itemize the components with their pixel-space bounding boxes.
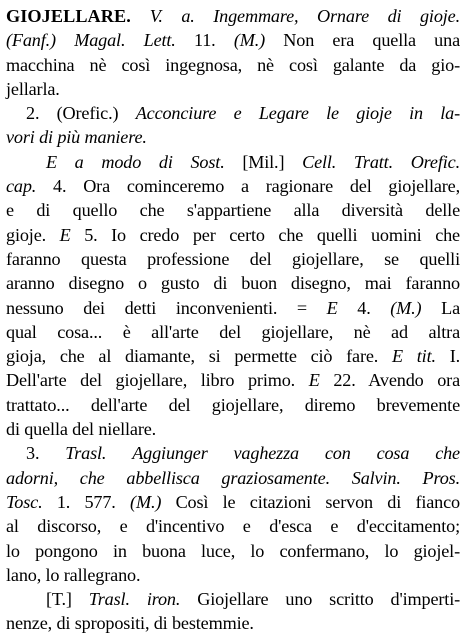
citation-ref: E <box>59 224 71 245</box>
entry-line-4 <box>6 77 460 101</box>
definition: Giojellare uno scritto d'imperti- <box>180 589 461 610</box>
citation-text: nessuno dei detti inconvenienti. = <box>6 297 327 318</box>
grammar-label: V. a. <box>149 6 195 26</box>
definition: adorni, che abbellisca graziosamente. Salvin. Pros. <box>6 467 460 488</box>
space <box>106 443 132 463</box>
citation-text: Dell'arte del giojellare, libro primo. <box>6 370 309 391</box>
entry-line-5 <box>6 101 460 125</box>
entry-line-1 <box>6 4 460 28</box>
entry-line-16 <box>6 368 460 392</box>
editor-mark: [T.] <box>46 589 72 610</box>
entry-line-17 <box>6 393 460 417</box>
citation-source: Tosc. <box>6 491 43 512</box>
usage-label: E a modo di Sost. <box>46 151 225 172</box>
source-mark: (M.) <box>130 491 162 512</box>
citation-text: jellarla. <box>6 78 60 99</box>
entry-line-10 <box>6 223 460 247</box>
citation-text: lano, lo rallegrano. <box>6 564 141 585</box>
citation-text: macchina nè così ingegnosa, nè così galante da gio- <box>6 54 460 75</box>
entry-line-2 <box>6 28 460 52</box>
usage-label: Trasl. iron. <box>88 589 181 610</box>
entry-line-14 <box>6 320 460 344</box>
domain-label: (Orefic.) <box>39 103 136 124</box>
definition: Ingemmare, Ornare di gioje. <box>213 6 460 26</box>
entry-line-6 <box>6 125 460 149</box>
entry-line-3 <box>6 53 460 77</box>
citation-text: di quella del niellare. <box>6 419 157 440</box>
citation-source: cap. <box>6 176 37 197</box>
citation-text: Non era quella una <box>265 30 460 51</box>
citation-text: 4. Ora cominceremo a ragionare del giojellare, <box>36 176 460 197</box>
citation-text: faranno questa professione del giojellare, se quelli <box>6 248 460 269</box>
source-mark: (M.) <box>233 30 266 51</box>
citation-text: Così le citazioni servon di fianco <box>161 491 460 512</box>
entry-line-12 <box>6 271 460 295</box>
citation-source: Magal. Lett. <box>74 30 176 51</box>
citation-text: lo pongono in buona luce, lo confermano, lo giojel- <box>6 540 460 561</box>
source-abbrev: (Fanf.) <box>6 30 56 51</box>
headword-period: . <box>126 6 150 26</box>
citation-text: aranno disegno o gusto di buon disegno, mai faranno <box>6 273 460 294</box>
citation-number: 4. <box>337 297 391 318</box>
entry-line-18 <box>6 417 460 441</box>
entry-line-15 <box>6 344 460 368</box>
entry-line-20 <box>6 466 460 490</box>
entry-line-24 <box>6 563 460 587</box>
citation-text: La <box>421 297 460 318</box>
citation-text: al discorso, e d'incentivo e d'esca e d'eccitamento; <box>6 516 460 537</box>
entry-line-23 <box>6 539 460 563</box>
space <box>39 443 65 463</box>
entry-line-22 <box>6 514 460 538</box>
citation-text: 22. Avendo ora <box>319 370 461 391</box>
citation-source: Cell. Tratt. Orefic. <box>302 151 460 172</box>
citation-text: trattato... dell'arte del giojellare, diremo brevemente <box>6 394 460 415</box>
citation-text: qual cosa... è all'arte del giojellare, nè ad altra <box>6 321 460 342</box>
citation-ref: E <box>326 297 338 318</box>
entry-line-25 <box>6 587 460 611</box>
entry-line-7 <box>6 150 460 174</box>
citation-text: e di quello che s'appartiene alla diversità delle <box>6 200 460 221</box>
headword: GIOJELLARE <box>6 6 127 26</box>
citation-ref: E <box>308 370 320 391</box>
sense-number: 2. <box>26 103 40 124</box>
citation-number: 1. 577. <box>42 491 131 512</box>
space <box>56 30 74 50</box>
entry-line-13 <box>6 296 460 320</box>
entry-line-9 <box>6 198 460 222</box>
definition: vori di più maniere. <box>6 127 147 148</box>
entry-line-11 <box>6 247 460 271</box>
entry-line-8 <box>6 174 460 198</box>
domain-label: [Mil.] <box>224 151 303 172</box>
usage-label: Trasl. <box>65 443 107 464</box>
citation-number: 11. <box>175 30 234 51</box>
entry-line-19 <box>6 441 460 465</box>
space <box>72 589 89 609</box>
citation-number: I. <box>435 346 461 367</box>
citation-ref: E tit. <box>392 346 436 367</box>
citation-text: gioje. <box>6 224 60 245</box>
definition: nenze, di spropositi, di bestemmie. <box>6 613 254 634</box>
citation-text: gioja, che al diamante, si permette ciò fare. <box>6 346 393 367</box>
citation-text: 5. Io credo per certo che quelli uomini che <box>70 224 460 245</box>
definition: Acconciure e Legare le gioje in la- <box>135 103 460 124</box>
source-mark: (M.) <box>390 297 422 318</box>
space <box>195 6 214 26</box>
entry-line-21 <box>6 490 460 514</box>
entry-line-26 <box>6 611 460 635</box>
definition: Aggiunger vaghezza con cosa che <box>132 443 460 464</box>
sense-number: 3. <box>26 443 40 464</box>
